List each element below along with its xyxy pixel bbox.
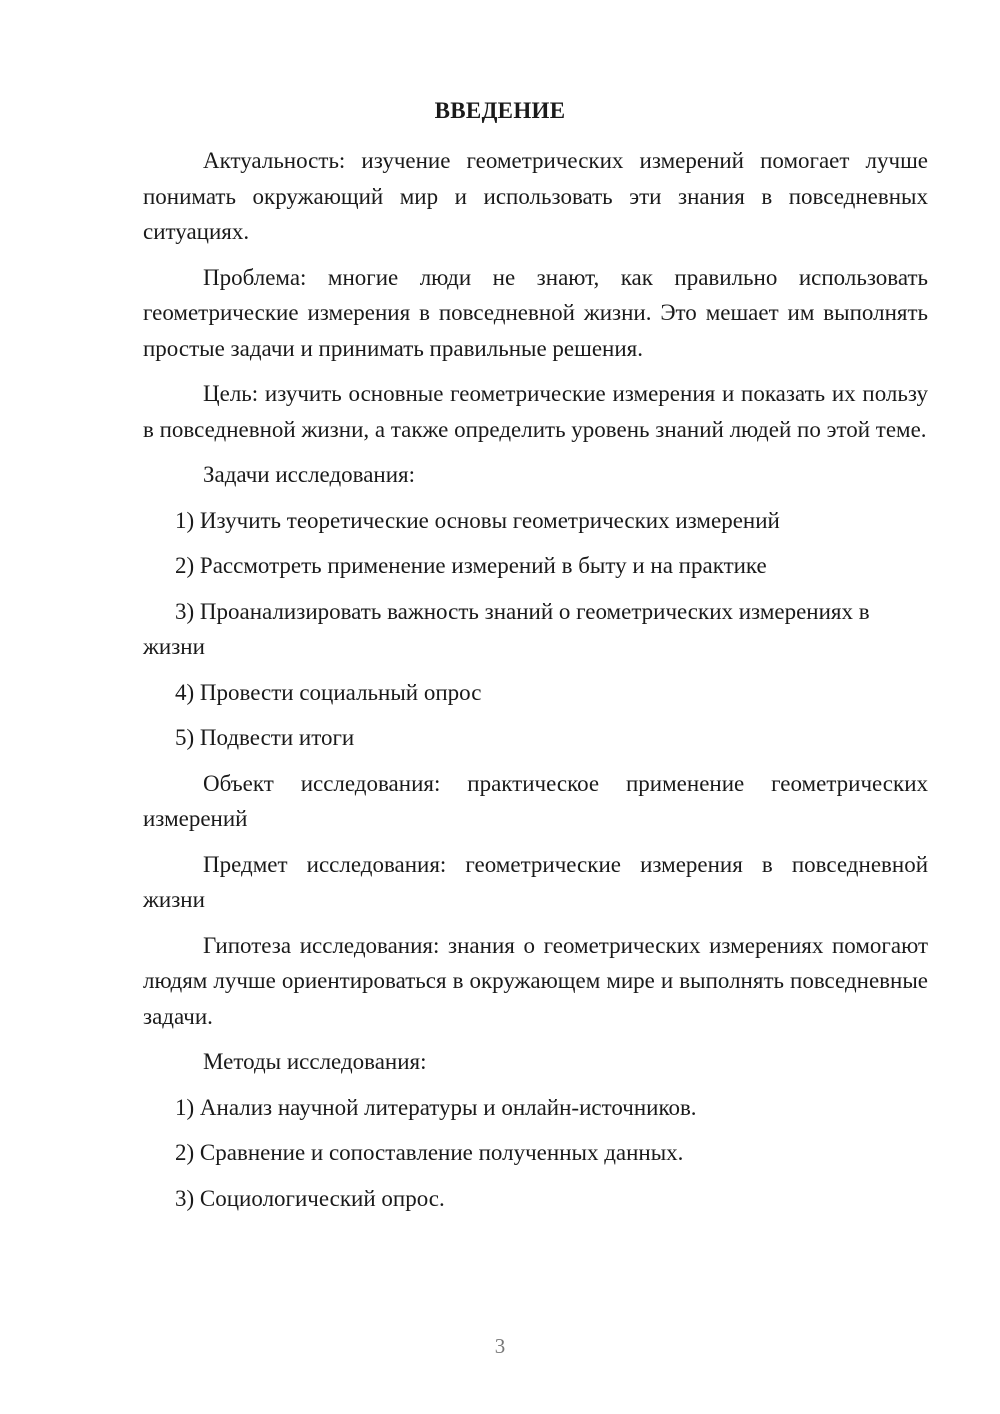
tasks-title: Задачи исследования: bbox=[203, 462, 416, 487]
problem-paragraph: Проблема: многие люди не знают, как правильно использовать геометрические измерения в повседневной жизни. Это мешает им выполнять простые задачи и принимать правильные решения. bbox=[143, 264, 928, 361]
task-item: 5) Подвести итоги bbox=[175, 725, 355, 750]
section-heading: ВВЕДЕНИЕ bbox=[434, 98, 566, 123]
page-number: 3 bbox=[494, 1334, 506, 1358]
hypothesis-paragraph: Гипотеза исследования: знания о геометрических измерениях помогают людям лучше ориентироваться в окружающем мире и выполнять повседневные задачи. bbox=[143, 932, 928, 1029]
object-paragraph: Объект исследования: практическое применение геометрических измерений bbox=[143, 770, 928, 831]
goal-paragraph: Цель: изучить основные геометрические измерения и показать их пользу в повседневной жизни, а также определить уровень знаний людей по этой теме. bbox=[143, 381, 928, 442]
method-item: 3) Социологический опрос. bbox=[175, 1185, 445, 1211]
method-item: 1) Анализ научной литературы и онлайн-источников. bbox=[175, 1094, 697, 1120]
methods-title: Методы исследования: bbox=[203, 1049, 427, 1074]
method-item: 2) Сравнение и сопоставление полученных данных. bbox=[175, 1140, 684, 1165]
task-item: 4) Провести социальный опрос bbox=[175, 679, 482, 705]
document-body bbox=[143, 143, 928, 1226]
task-item: 3) Проанализировать важность знаний о геометрических измерениях в жизни bbox=[143, 598, 870, 659]
relevance-paragraph: Актуальность: изучение геометрических измерений помогает лучше понимать окружающий мир и использовать эти знания в повседневных ситуациях. bbox=[143, 148, 928, 244]
subject-paragraph: Предмет исследования: геометрические измерения в повседневной жизни bbox=[143, 851, 928, 912]
task-item: 1) Изучить теоретические основы геометрических измерений bbox=[175, 507, 780, 533]
task-item: 2) Рассмотреть применение измерений в быту и на практике bbox=[175, 553, 767, 578]
